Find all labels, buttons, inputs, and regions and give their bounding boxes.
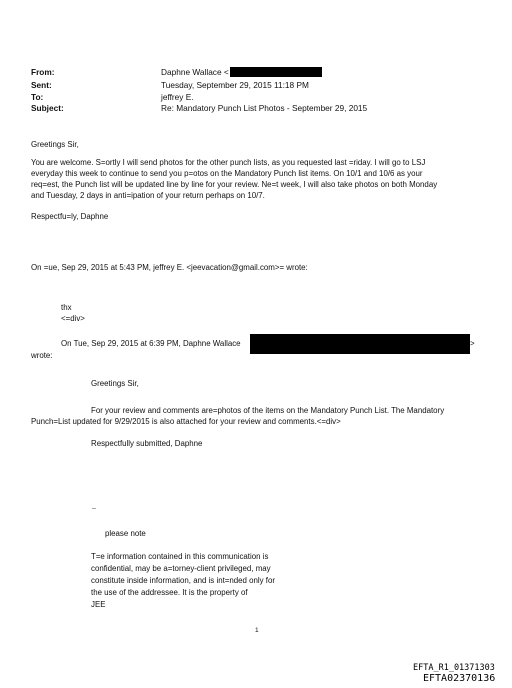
reply-greeting: Greetings Sir, — [31, 140, 79, 149]
notice-line-3: constitute inside information, and is int=nded only for — [91, 576, 276, 585]
notice-line-5: JEE — [91, 600, 106, 609]
quote2-body-line-2: Punch=List updated for 9/29/2015 is also attached for your review and comments.<=div> — [31, 417, 341, 426]
reply-signoff: Respectfu=ly, Daphne — [31, 212, 109, 221]
quote2-body-line-1: For your review and comments are=photos of the items on the Mandatory Punch List. The Mandatory — [91, 406, 445, 415]
notice-line-4: the use of the addressee. It is the property of — [91, 588, 248, 597]
please-note: please note — [105, 529, 146, 538]
page-number: 1 — [255, 627, 259, 634]
notice-line-2: confidential, may be a=torney-client privileged, may — [91, 564, 271, 573]
quote1-attribution: On =ue, Sep 29, 2015 at 5:43 PM, jeffrey E. <jeevacation@gmail.com>= wrote: — [31, 263, 308, 272]
from-value: Daphne Wallace < — [161, 67, 229, 77]
sent-value: Tuesday, September 29, 2015 11:18 PM — [161, 80, 309, 90]
from-label: From: — [31, 67, 55, 77]
quote2-attribution: On Tue, Sep 29, 2015 at 6:39 PM, Daphne Wallace — [61, 339, 241, 348]
quote2-signoff: Respectfully submitted, Daphne — [91, 439, 203, 448]
subject-value: Re: Mandatory Punch List Photos - September 29, 2015 — [161, 103, 368, 113]
quote1-line-2: <=div> — [61, 314, 85, 323]
sent-label: Sent: — [31, 80, 52, 90]
quote2-greeting: Greetings Sir, — [91, 379, 139, 388]
bates-number-1: EFTA_R1_01371303 — [413, 663, 495, 673]
quote2-attribution-tail: > — [470, 339, 475, 348]
subject-label: Subject: — [31, 103, 64, 113]
bates-number-2: EFTA02370136 — [423, 673, 496, 684]
to-value: jeffrey E. — [161, 92, 194, 102]
to-label: To: — [31, 92, 44, 102]
reply-body-line-1: You are welcome. S=ortly I will send photos for the other punch lists, as you requested last =riday. I will go to LSJ — [31, 158, 426, 167]
reply-body-line-2: everyday this week to continue to send you p=otos on the Mandatory Punch list items. On 10/1 and 10/6 as your — [31, 169, 423, 178]
reply-body-line-3: req=est, the Punch list will be updated line by line for your review. Ne=t week, I will also take photos on both Monday — [31, 180, 438, 189]
signature-dashes: -- — [92, 506, 96, 512]
notice-line-1: T=e information contained in this communication is — [91, 552, 269, 561]
quote2-wrote: wrote: — [31, 351, 53, 360]
quote1-line-1: thx — [61, 303, 72, 312]
redaction-box — [230, 67, 322, 77]
redaction-box — [250, 334, 470, 354]
reply-body-line-4: and Tuesday, 2 days in anti=ipation of your return perhaps on 10/7. — [31, 191, 265, 200]
